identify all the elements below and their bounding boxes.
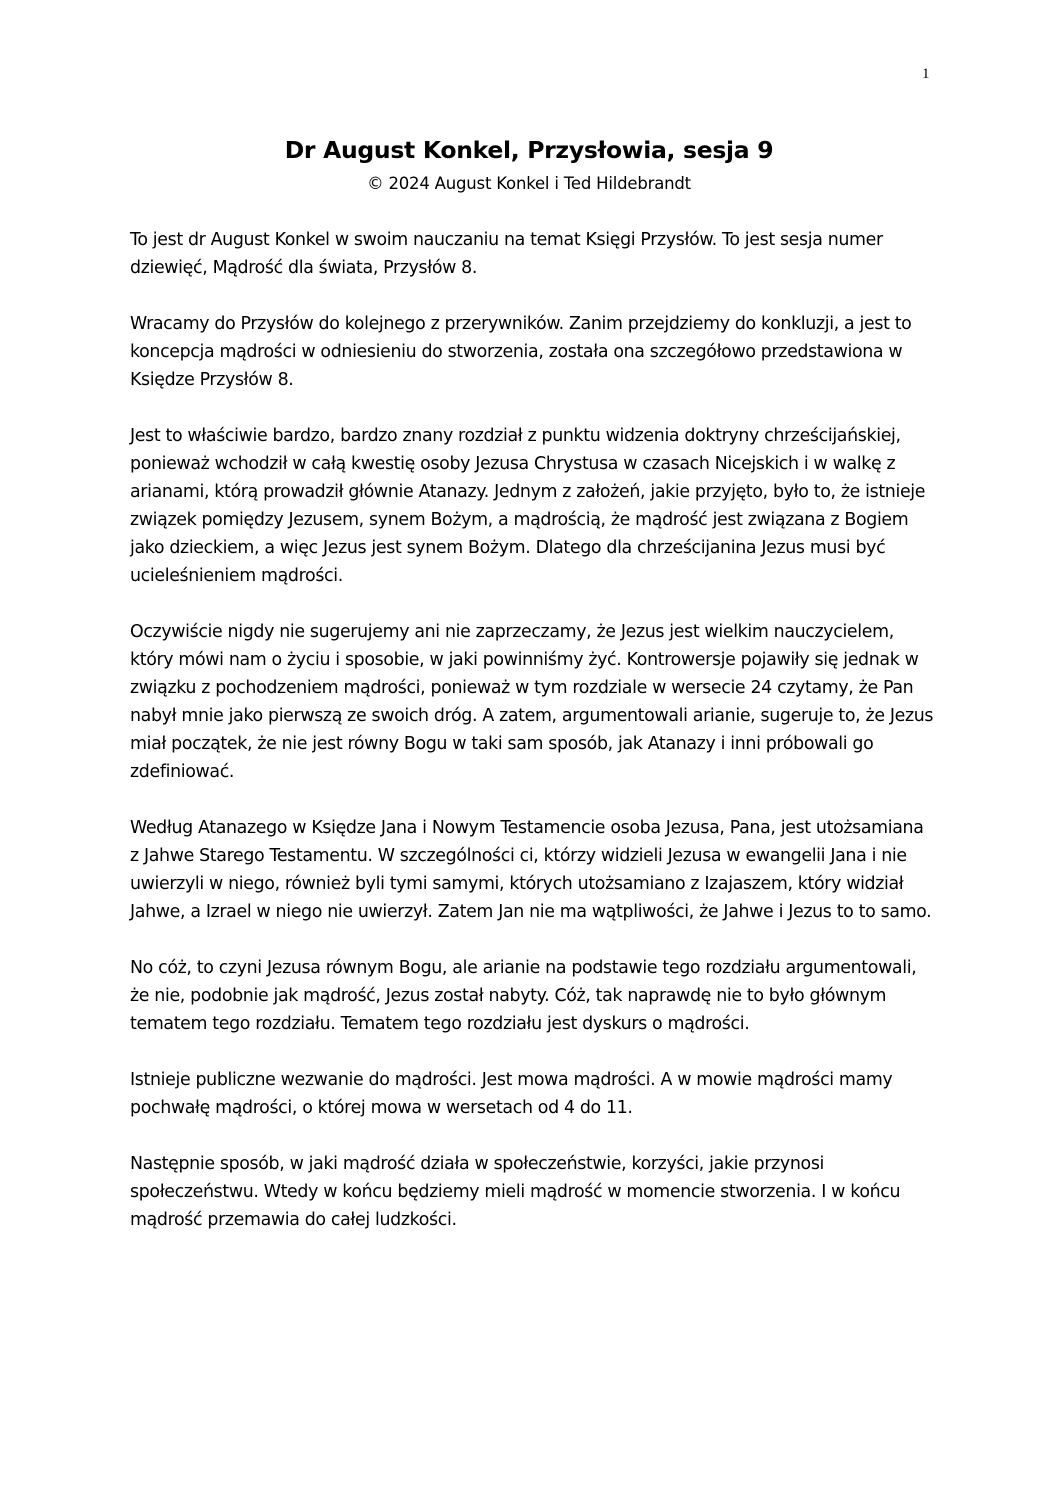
paragraph: No cóż, to czyni Jezusa równym Bogu, ale arianie na podstawie tego rozdziału argumentowali, że nie, podobnie jak mądrość, Jezus został nabyty. Cóż, tak naprawdę nie to było głównym tematem tego rozdziału. Tematem tego rozdziału jest dyskurs o mądrości. bbox=[130, 958, 917, 1034]
paragraph: Istnieje publiczne wezwanie do mądrości. Jest mowa mądrości. A w mowie mądrości mamy pochwałę mądrości, o której mowa w wersetach od 4 do 11. bbox=[130, 1070, 893, 1118]
paragraph: Następnie sposób, w jaki mądrość działa w społeczeństwie, korzyści, jakie przynosi społeczeństwu. Wtedy w końcu będziemy mieli mądrość w momencie stworzenia. I w końcu mądrość przemawia do całej ludzkości. bbox=[130, 1154, 901, 1230]
page-number: 1 bbox=[922, 66, 930, 82]
paragraph: Oczywiście nigdy nie sugerujemy ani nie zaprzeczamy, że Jezus jest wielkim nauczycielem, który mówi nam o życiu i sposobie, w jaki powinniśmy żyć. Kontrowersje pojawiły się jednak w związku z pochodzeniem mądrości, ponieważ w tym rozdziale w wersecie 24 czytamy, że Pan nabył mnie jako pierwszą ze swoich dróg. A zatem, argumentowali arianie, sugeruje to, że Jezus miał początek, że nie jest równy Bogu w taki sam sposób, jak Atanazy i inni próbowali go zdefiniować. bbox=[130, 622, 934, 782]
document-title: Dr August Konkel, Przysłowia, sesja 9 bbox=[284, 136, 774, 164]
paragraph: Jest to właściwie bardzo, bardzo znany rozdział z punktu widzenia doktryny chrześcijańskiej, ponieważ wchodził w całą kwestię osoby Jezusa Chrystusa w czasach Nicejskich i w walkę z arianami, którą prowadził głównie Atanazy. Jednym z założeń, jakie przyjęto, było to, że istnieje związek pomiędzy Jezusem, synem Bożym, a mądrością, że mądrość jest związana z Bogiem jako dzieckiem, a więc Jezus jest synem Bożym. Dlatego dla chrześcijanina Jezus musi być ucieleśnieniem mądrości. bbox=[130, 426, 926, 586]
document-body bbox=[130, 226, 935, 1262]
copyright-line: © 2024 August Konkel i Ted Hildebrandt bbox=[367, 174, 691, 193]
paragraph: Wracamy do Przysłów do kolejnego z przerywników. Zanim przejdziemy do konkluzji, a jest to koncepcja mądrości w odniesieniu do stworzenia, została ona szczegółowo przedstawiona w Księdze Przysłów 8. bbox=[130, 314, 912, 390]
paragraph: Według Atanazego w Księdze Jana i Nowym Testamencie osoba Jezusa, Pana, jest utożsamiana z Jahwe Starego Testamentu. W szczególności ci, którzy widzieli Jezusa w ewangelii Jana i nie uwierzyli w niego, również byli tymi samymi, których utożsamiano z Izajaszem, który widział Jahwe, a Izrael w niego nie uwierzył. Zatem Jan nie ma wątpliwości, że Jahwe i Jezus to to samo. bbox=[130, 818, 932, 922]
paragraph: To jest dr August Konkel w swoim nauczaniu na temat Księgi Przysłów. To jest sesja numer dziewięć, Mądrość dla świata, Przysłów 8. bbox=[130, 230, 883, 278]
